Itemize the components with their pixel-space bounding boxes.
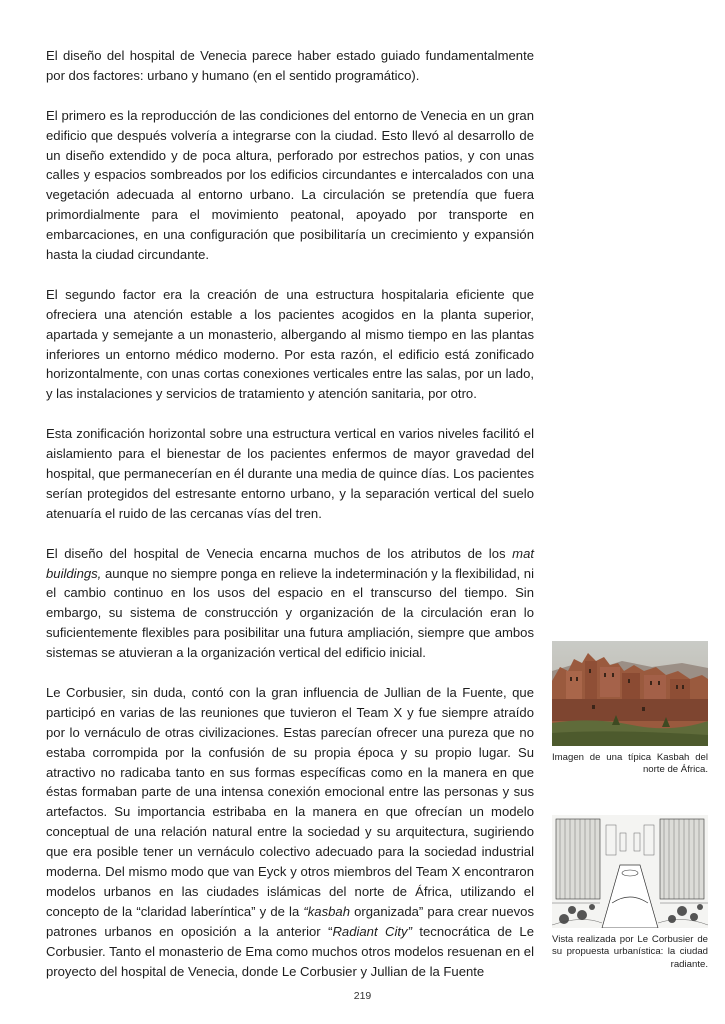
paragraph-6-text-c: organizada” para crear nuevos patrones urbanos en oposición a la anterior “	[46, 903, 534, 939]
figure-radiant-city	[552, 815, 708, 971]
paragraph-2: El primero es la reproducción de las condiciones del entorno de Venecia en un gran edificio que después volvería a integrarse con la ciudad. Esto llevó al desarrollo de un diseño extendido y de poca altura, perforado por estrechos patios, y con unas calles y espacios sombreados por los edificios circundantes e intercalados con una vegetación adecuada al entorno urbano. La circulación se pretendía que fuera primordialmente para el movimiento peatonal, apoyado por transporte en embarcaciones, en una configuración que posibilitaría un crecimiento y expansión hasta la ciudad circundante.	[46, 107, 534, 263]
mat-buildings-term: mat buildings,	[46, 545, 534, 581]
radiant-city-term: Radiant City”	[332, 923, 412, 939]
paragraph-1: El diseño del hospital de Venecia parece haber estado guiado fundamentalmente por dos factores: urbano y humano (en el sentido programático).	[46, 48, 534, 83]
radiant-city-sketch	[552, 815, 708, 928]
main-text-column	[46, 46, 534, 982]
figure-radiant-city-caption: Vista realizada por Le Corbusier de su propuesta urbanística: la ciudad radiante.	[552, 934, 708, 970]
paragraph-6-text-a: Le Corbusier, sin duda, contó con la gran influencia de Jullian de la Fuente, que participó en varias de las reuniones que tuvieron el Team X y fue siempre atraído por lo vernáculo de otras civilizaciones. Estas parecían ofrecer una pureza que no estaba corrompida por la confusión de su propia época y su propio lugar. Su atractivo no radicaba tanto en sus formas específicas como en la manera en que éstas formaban parte de una intensa conexión emocional entre las personas y sus artefactos. Su importancia estribaba en la manera en que ofrecían un modelo conceptual de una relación natural entre la sociedad y su arquitectura, sugiriendo que era posible tener un vernáculo colectivo adecuado para la sociedad industrial moderna. Del mismo modo que van Eyck y otros miembros del Team X encontraron modelos urbanos en las ciudades islámicas del norte de África, utilizando el concepto de la “claridad laberíntica” y de la	[46, 684, 534, 919]
paragraph-3: El segundo factor era la creación de una estructura hospitalaria eficiente que ofreciera una atención estable a los pacientes acogidos en la planta superior, apartada y semejante a un monasterio, albergando al mismo tiempo en las plantas inferiores un entorno médico moderno. Por esta razón, el edificio está zonificado horizontalmente, con unas cortas conexiones verticales entre las salas, por un lado, y las instalaciones y servicios de tratamiento y atención sanitaria, por otro.	[46, 286, 534, 402]
paragraph-5-text-a: El diseño del hospital de Venecia encarna muchos de los atributos de los	[46, 545, 513, 561]
paragraph-5-text-c: aunque no siempre ponga en relieve la indeterminación y la flexibilidad, ni el cambio continuo en los usos del espacio en el transcurso del tiempo. Sin embargo, su sistema de construcción y organización de la circulación eran lo suficientemente flexibles para posibilitar una futura ampliación, siempre que ambos sistemas se atuvieran a la organización vertical del edificio inicial.	[46, 565, 534, 661]
figure-kasbah-caption: Imagen de una típica Kasbah del norte de África.	[552, 752, 708, 776]
paragraph-6	[46, 683, 534, 982]
page-number: 219	[353, 990, 372, 1002]
paragraph-5	[46, 544, 534, 663]
figure-kasbah	[552, 641, 708, 777]
kasbah-photo	[552, 641, 708, 746]
paragraph-6-text-e: tecnocrática de Le Corbusier. Tanto el monasterio de Ema como muchos otros modelos resuenan en el proyecto del hospital de Venecia, donde Le Corbusier y Jullian de la Fuente	[46, 923, 534, 979]
paragraph-4: Esta zonificación horizontal sobre una estructura vertical en varios niveles facilitó el aislamiento para el bienestar de los pacientes enfermos de mayor gravedad del hospital, que permanecerían en él durante una media de quince días. Los pacientes serían protegidos del estresante entorno urbano, y la separación vertical del suelo atenuaría el ruido de las cercanas vías del tren.	[46, 426, 534, 521]
kasbah-term: “kasbah	[303, 903, 350, 919]
